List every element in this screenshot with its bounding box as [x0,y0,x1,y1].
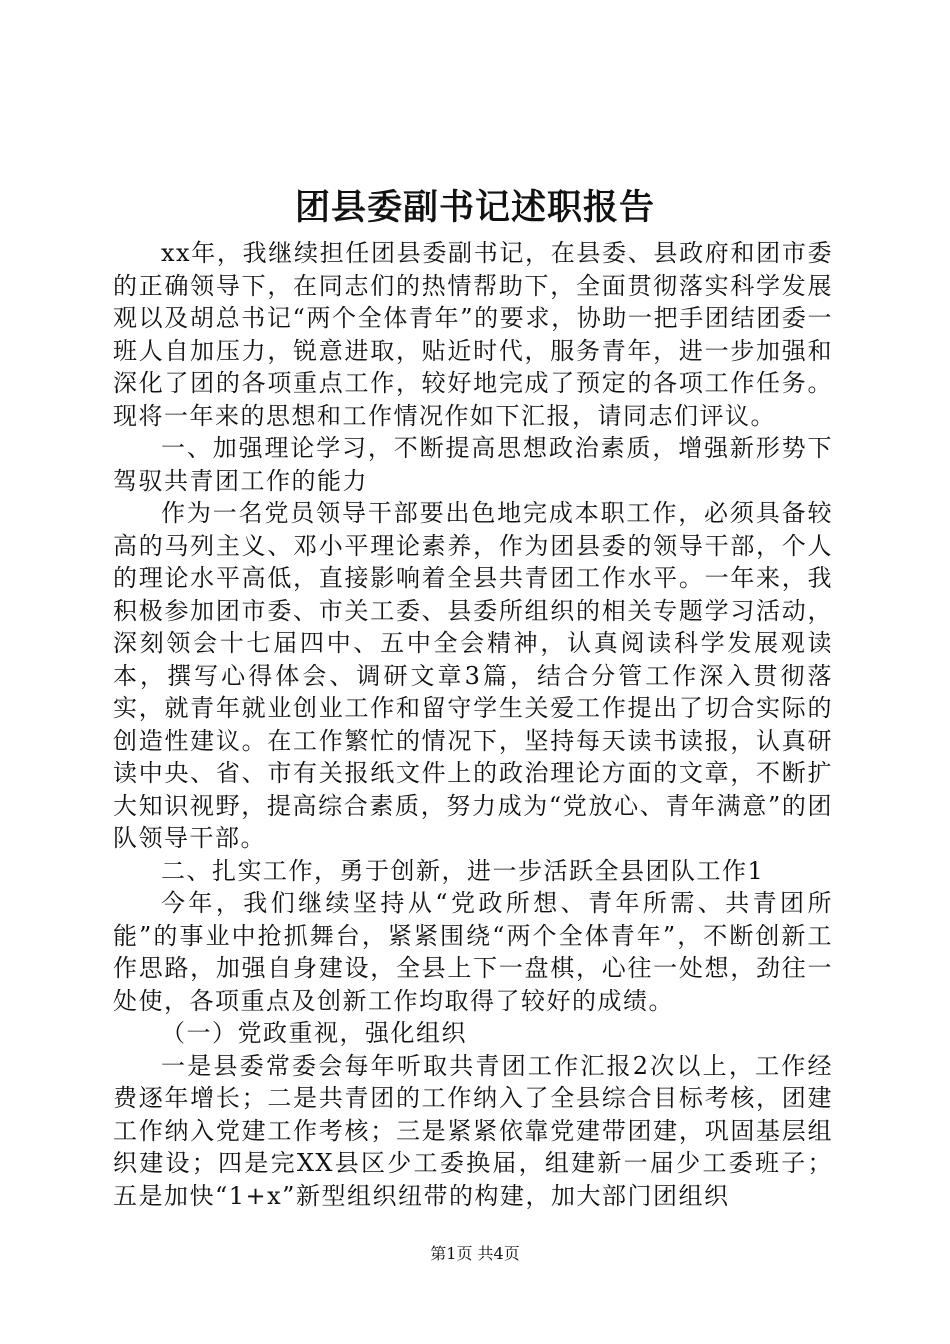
paragraph-section-2: 今年，我们继续坚持从“党政所想、青年所需、共青团所能”的事业中抢抓舞台，紧紧围绕“两个全体青年”，不断创新工作思路，加强自身建设，全县上下一盘棋，心往一处想，劲往一处使，各项重点及创新工作均取得了较好的成绩。 [113,889,833,1015]
document-body [113,237,833,1212]
document-title: 团县委副书记述职报告 [294,187,655,228]
paragraph-intro: xx年，我继续担任团县委副书记，在县委、县政府和团市委的正确领导下，在同志们的热情帮助下，全面贯彻落实科学发展观以及胡总书记“两个全体青年”的要求，协助一把手团结团委一班人自加压力，锐意进取，贴近时代，服务青年，进一步加强和深化了团的各项重点工作，较好地完成了预定的各项工作任务。现将一年来的思想和工作情况作如下汇报，请同志们评议。 [113,239,833,430]
section-heading-2: 二、扎实工作，勇于创新，进一步活跃全县团队工作1 [161,856,765,885]
section-heading-1: 一、加强理论学习，不断提高思想政治素质，增强新形势下驾驭共青团工作的能力 [113,434,833,495]
paragraph-subsection-1: 一是县委常委会每年听取共青团工作汇报2次以上，工作经费逐年增长；二是共青团的工作纳入了全县综合目标考核，团建工作纳入党建工作考核；三是紧紧依靠党建带团建，巩固基层组织建设；四是完XX县区少工委换届，组建新一届少工委班子；五是加快“1+x”新型组织纽带的构建，加大部门团组织 [113,1051,833,1210]
page-footer: 第1页 共4页 [430,1244,520,1263]
subsection-heading-1: （一）党政重视，强化组织 [161,1019,467,1047]
paragraph-section-1: 作为一名党员领导干部要出色地完成本职工作，必须具备较高的马列主义、邓小平理论素养，作为团县委的领导干部，个人的理论水平高低，直接影响着全县共青团工作水平。一年来，我积极参加团市委、市关工委、县委所组织的相关专题学习活动，深刻领会十七届四中、五中全会精神，认真阅读科学发展观读本，撰写心得体会、调研文章3篇，结合分管工作深入贯彻落实，就青年就业创业工作和留守学生关爱工作提出了切合实际的创造性建议。在工作繁忙的情况下，坚持每天读书读报，认真研读中央、省、市有关报纸文件上的政治理论方面的文章，不断扩大知识视野，提高综合素质，努力成为“党放心、青年满意”的团队领导干部。 [113,499,833,852]
